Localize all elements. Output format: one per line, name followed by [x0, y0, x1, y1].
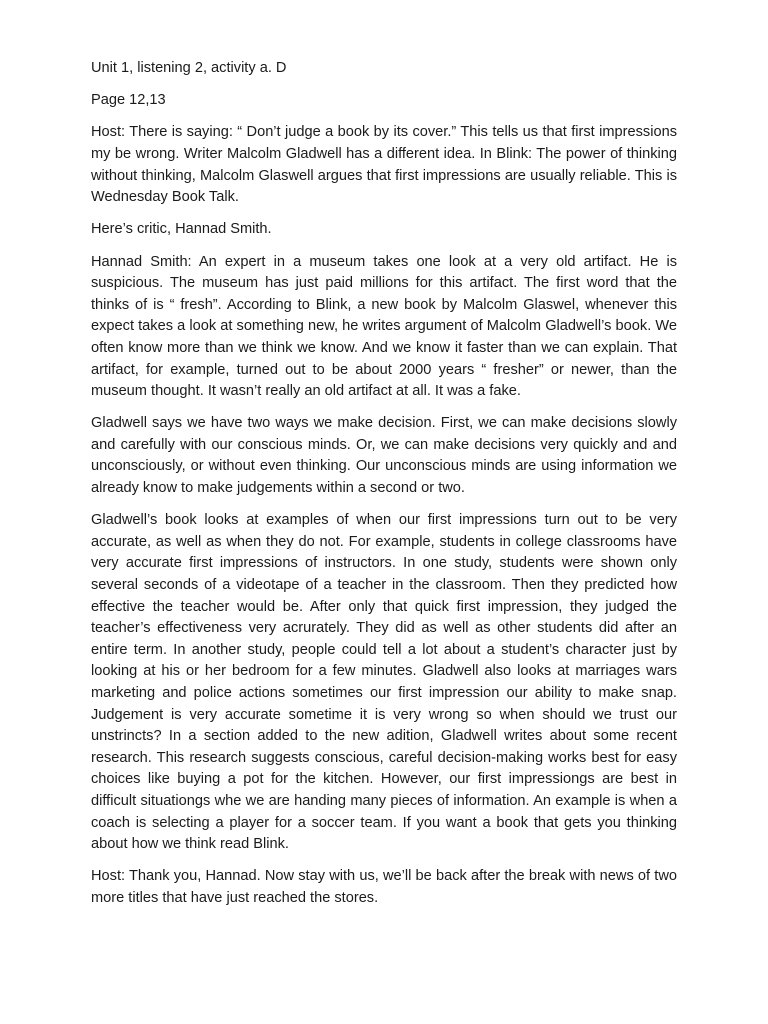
unit-heading: Unit 1, listening 2, activity a. D	[91, 60, 287, 76]
paragraph-critic-intro: Here’s critic, Hannad Smith.	[91, 221, 272, 238]
paragraph-two-ways: Gladwell says we have two ways we make decision. First, we can make decisions slowly and carefully with our conscious minds. Or, we can make decisions very quickly and and unconsciously, or without even thinking. Our unconscious minds are using information we already know to make judgements within a second or two.	[91, 415, 677, 497]
paragraph-host-closing: Host: Thank you, Hannad. Now stay with us, we’ll be back after the break with news of two more titles that have just reached the stores.	[91, 868, 677, 906]
page-reference: Page 12,13	[91, 92, 166, 109]
paragraph-hannad-smith: Hannad Smith: An expert in a museum takes one look at a very old artifact. He is suspicious. The museum has just paid millions for this artifact. The first word that the thinks of is “ fresh”. According to Blink, a new book by Malcolm Glaswel, whenever this expect takes a look at something new, he writes argument of Malcolm Gladwell’s book. We often know more than we think we know. And we know it faster than we can explain. That artifact, for example, turned out to be about 2000 years “ fresher” or newer, than the museum thought. It wasn’t really an old artifact at all. It was a fake.	[91, 253, 677, 400]
paragraph-examples: Gladwell’s book looks at examples of when our first impressions turn out to be very accurate, as well as when they do not. For example, students in college classrooms have very accurate first impressions of instructors. In one study, students were shown only several seconds of a videotape of a teacher in the classroom. Then they predicted how effective the teacher would be. After only that quick first impression, they judged the teacher’s effectiveness very acrurately. They did as well as other students did after an entire term. In another study, people could tell a lot about a student’s character just by looking at his or her bedroom for a few minutes. Gladwell also looks at marriages wars marketing and police actions sometimes our first impression our ability to make snap. Judgement is very accurate sometime it is very wrong so when should we trust our unstrincts? In a section added to the new adition, Gladwell writes about some recent research. This research suggests conscious, careful decision-making works best for easy choices like buying a pot for the kitchen. However, our first impressiongs are best in difficult situationgs whe we are handing many pieces of information. An example is when a coach is selecting a player for a soccer team. If you want a book that gets you thinking about how we think read Blink.	[91, 512, 677, 853]
paragraph-host-intro: Host: There is saying: “ Don’t judge a book by its cover.” This tells us that first impressions my be wrong. Writer Malcolm Gladwell has a different idea. In Blink: The power of thinking without thinking, Malcolm Glaswell argues that first impressions are usually reliable. This is Wednesday Book Talk.	[91, 124, 677, 206]
document-page	[91, 58, 677, 920]
